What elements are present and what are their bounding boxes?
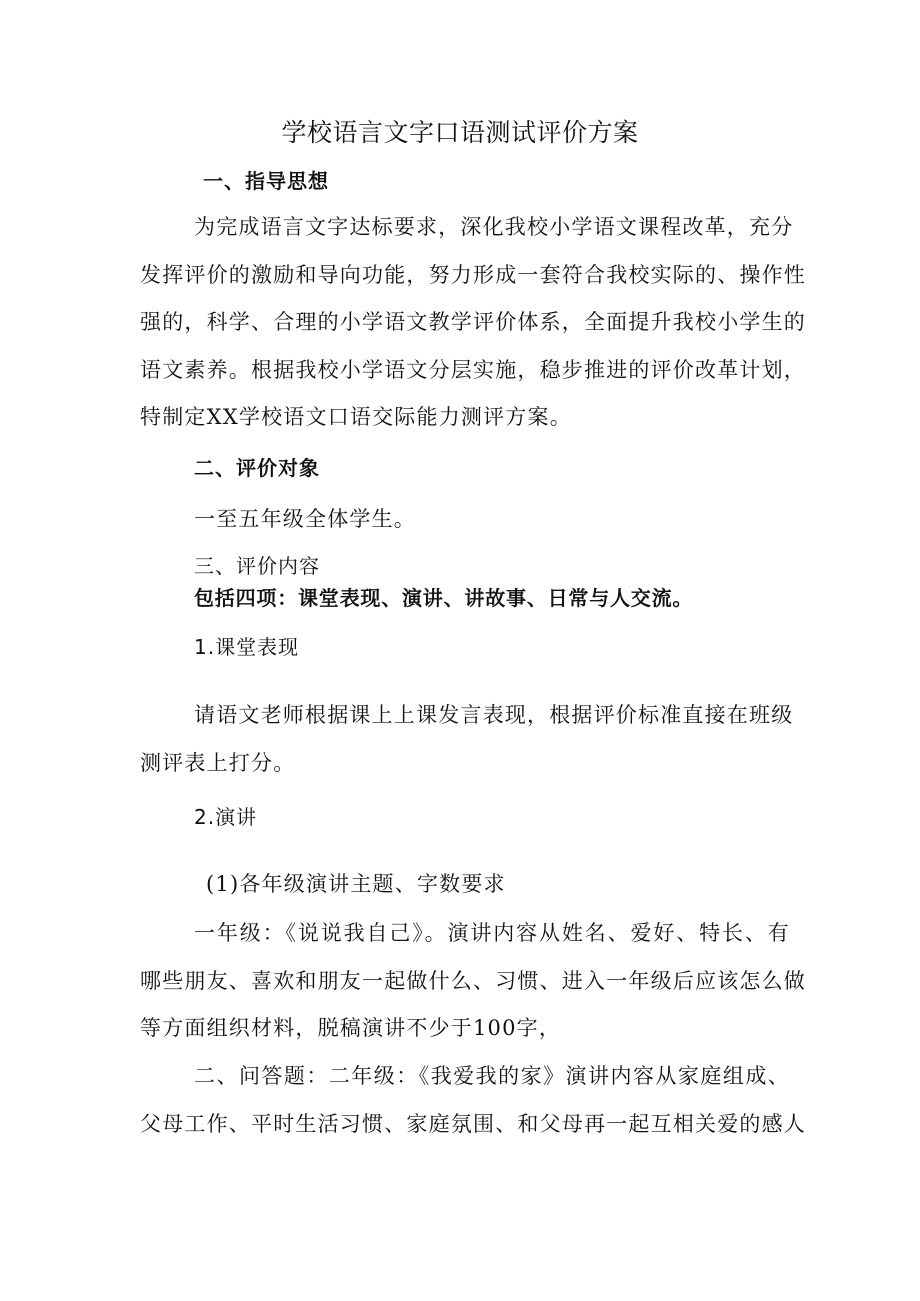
paragraph-line: 二、问答题：二年级：《我爱我的家》演讲内容从家庭组成、	[194, 1064, 790, 1088]
paragraph-guiding-ideology	[140, 204, 806, 442]
paragraph-line: 强的，科学、合理的小学语文教学评价体系，全面提升我校小学生的	[140, 310, 806, 334]
section-heading-evaluation-content: 三、评价内容	[194, 554, 320, 578]
section-heading-guiding-ideology: 一、指导思想	[203, 169, 329, 193]
paragraph-grade1-speech	[140, 910, 806, 1053]
paragraph-line: 测评表上打分。	[140, 750, 296, 775]
paragraph-line: 语文素养。根据我校小学语文分层实施，稳步推进的评价改革计划，	[140, 357, 806, 382]
evaluation-content-summary: 包括四项：课堂表现、演讲、讲故事、日常与人交流。	[194, 586, 694, 610]
paragraph-line: 特制定XX学校语文口语交际能力测评方案。	[140, 405, 572, 429]
speech-item-requirements: (1)各年级演讲主题、字数要求	[206, 872, 506, 896]
paragraph-classroom	[140, 692, 794, 787]
paragraph-line: 为完成语言文字达标要求，深化我校小学语文课程改革，充分	[194, 215, 794, 239]
document-title: 学校语言文字口语测试评价方案	[281, 118, 639, 147]
evaluation-target-text: 一至五年级全体学生。	[194, 507, 416, 531]
paragraph-line: 父母工作、平时生活习惯、家庭氛围、和父母再一起互相关爱的感人	[140, 1111, 806, 1136]
paragraph-line: 哪些朋友、喜欢和朋友一起做什么、习惯、进入一年级后应该怎么做	[140, 968, 806, 993]
subsection-heading-speech: 2.演讲	[194, 805, 258, 829]
paragraph-grade2-speech	[140, 1053, 806, 1148]
section-heading-evaluation-target: 二、评价对象	[194, 456, 320, 480]
subsection-heading-classroom: 1.课堂表现	[194, 635, 300, 659]
paragraph-line: 发挥评价的激励和导向功能，努力形成一套符合我校实际的、操作性	[140, 262, 806, 287]
paragraph-line: 请语文老师根据课上上课发言表现，根据评价标准直接在班级	[194, 703, 794, 727]
paragraph-line: 一年级：《说说我自己》。演讲内容从姓名、爱好、特长、有	[194, 921, 790, 945]
paragraph-line: 等方面组织材料，脱稿演讲不少于100字，	[140, 1016, 562, 1040]
